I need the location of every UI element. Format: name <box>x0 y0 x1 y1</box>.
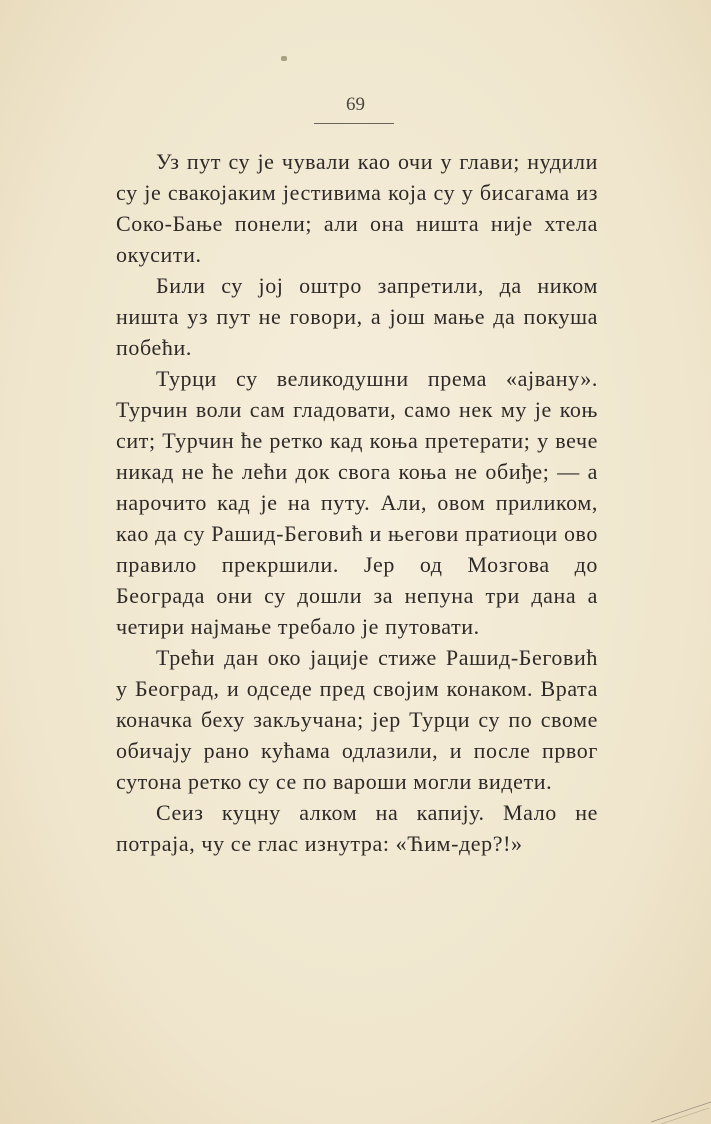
ink-speck <box>281 56 287 61</box>
paragraph: Били су јој оштро запретили, да ником ништа уз пут не говори, а још мање да покуша побећи. <box>116 273 598 360</box>
body-text <box>116 146 598 859</box>
paragraph: Турци су великодушни према «ајвану». Турчин воли сам гладовати, само нек му је коњ сит; Турчин ће ретко кад коња претерати; у вече никад не ће лећи док свога коња не обиђе; — а нарочито кад је на путу. Али, овом приликом, као да су Рашид-Беговић и његови пратиоци ово правило прекршили. Јер од Мозгова до Београда они су дошли за непуна три дана а четири најмање требало је путовати. <box>116 366 598 639</box>
page-number-rule <box>314 123 394 124</box>
page-corner-scratch <box>651 1094 711 1124</box>
paragraph: Трећи дан око јацијe стиже Рашид-Беговић у Београд, и одседе пред својим конаком. Врата коначка беху закључана; јер Турци су по своме обичају рано кућама одлазили, и после првог сутона ретко су се по вароши могли видети. <box>116 645 598 794</box>
paragraph: Сеиз куцну алком на капију. Мало не потраја, чу се глас изнутра: «Ћим-дер?!» <box>116 800 598 856</box>
page-number: 69 <box>346 94 365 115</box>
paragraph: Уз пут су је чували као очи у глави; нудили су је свакојаким јестивима која су у бисагама из Соко-Бање понели; али она ништа није хтела окусити. <box>116 149 598 267</box>
